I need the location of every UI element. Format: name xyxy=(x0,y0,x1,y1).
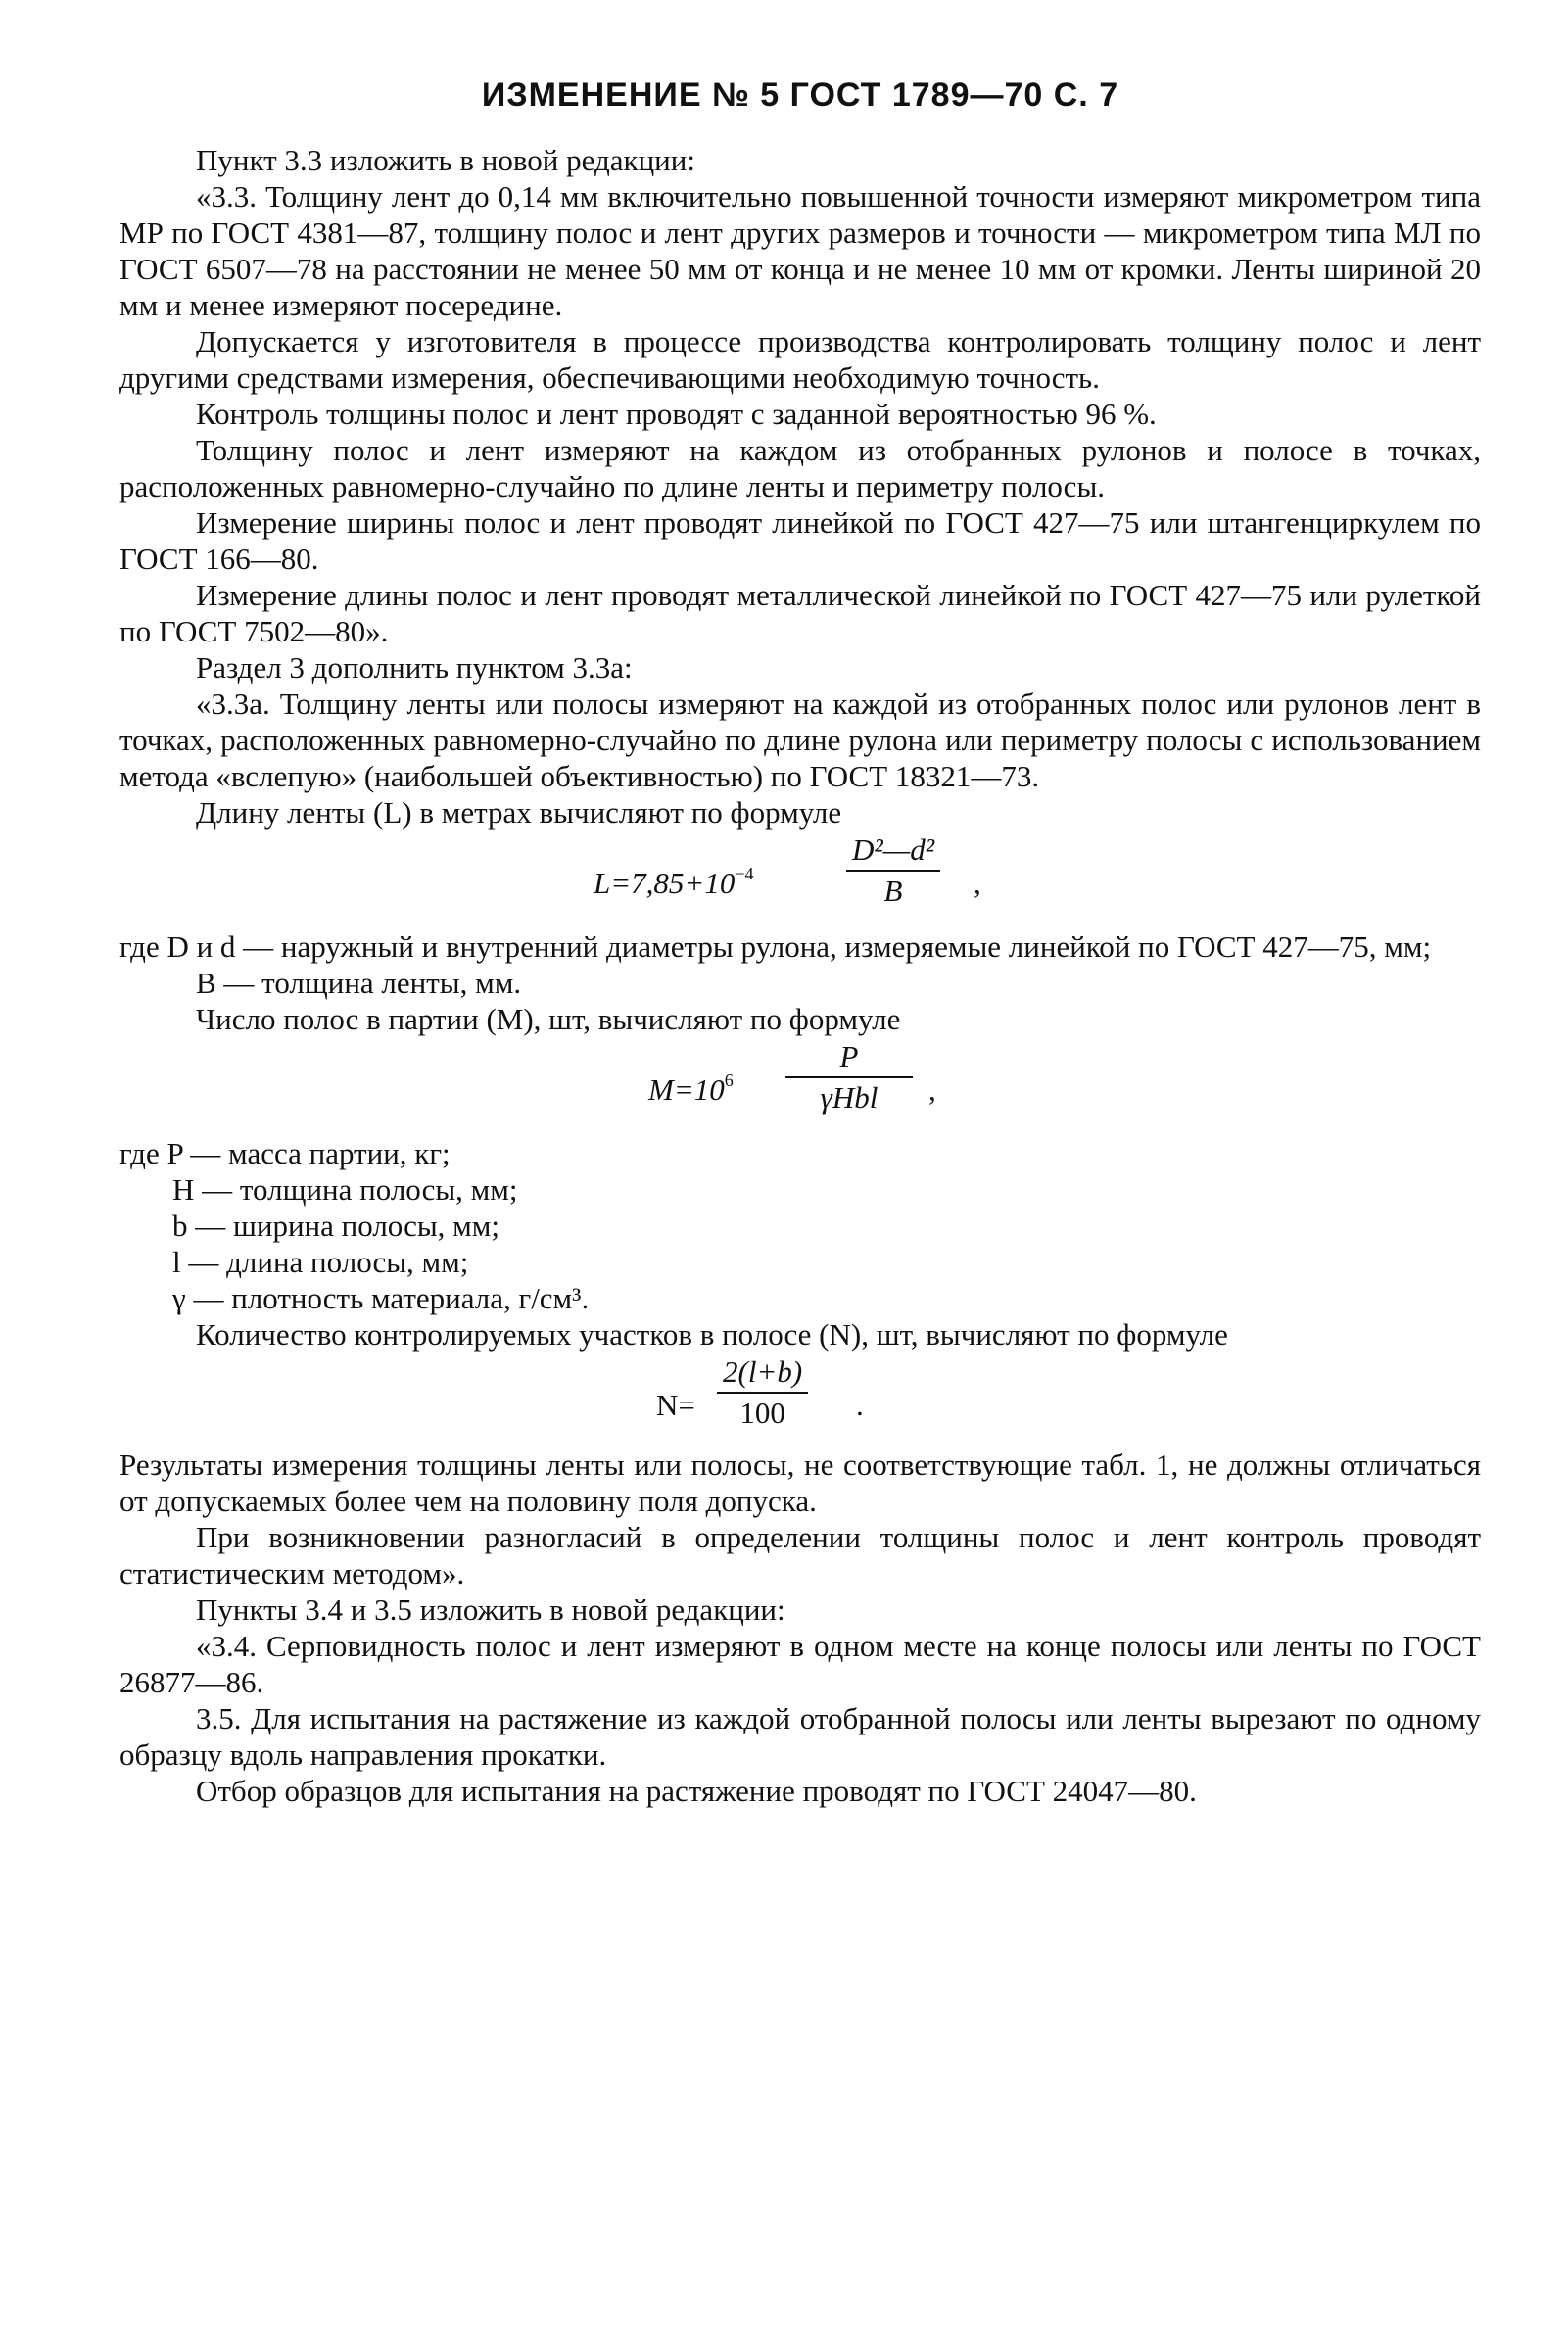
legend-item: b — ширина полосы, мм; xyxy=(172,1209,500,1243)
paragraph: B — толщина ленты, мм. xyxy=(196,966,522,1000)
document-page xyxy=(119,76,1481,1809)
fraction-numerator: 2(l+b) xyxy=(723,1354,803,1389)
paragraph: «3.3а. Толщину ленты или полосы измеряют на каждой из отобранных полос или рулонов лент в точках, расположенных равномерно-случайно по длине рулона или периметру полосы с использованием метода «вслепую» (наибольшей объективностью) по ГОСТ 18321—73. xyxy=(119,687,1481,793)
paragraph: «3.4. Серповидность полос и лент измеряют в одном месте на конце полосы или ленты по ГОСТ 26877—86. xyxy=(119,1629,1481,1699)
fraction-denominator: γHbl xyxy=(820,1080,879,1115)
paragraph: Измерение ширины полос и лент проводят линейкой по ГОСТ 427—75 или штангенциркулем по ГОСТ 166—80. xyxy=(119,505,1481,576)
paragraph: Результаты измерения толщины ленты или полосы, не соответствующие табл. 1, не должны отличаться от допускаемых более чем на половину поля допуска. xyxy=(119,1448,1481,1518)
legend-list xyxy=(119,1135,1481,1316)
formula-lhs: N= xyxy=(656,1388,695,1422)
formula-punct: . xyxy=(856,1388,864,1422)
formula-length xyxy=(119,831,1481,928)
paragraph: 3.5. Для испытания на растяжение из каждой отобранной полосы или ленты вырезают по одному образцу вдоль направления прокатки. xyxy=(119,1701,1481,1772)
paragraph: Контроль толщины полос и лент проводят с заданной вероятностью 96 %. xyxy=(196,397,1157,431)
legend-item: l — длина полосы, мм; xyxy=(172,1245,469,1279)
formula-lhs: $L=7,85+10^{-4}$ xyxy=(594,864,754,900)
legend-item: γ — плотность материала, г/см³. xyxy=(172,1281,590,1315)
paragraph: «3.3. Толщину лент до 0,14 мм включительно повышенной точности измеряют микрометром типа МР по ГОСТ 4381—87, толщину полос и лент других размеров и точности — микрометром типа МЛ по ГОСТ 6507—78 на расстоянии не менее 50 мм от конца и не менее 10 мм от кромки. Ленты шириной 20 мм и менее измеряют посередине. xyxy=(119,179,1481,322)
paragraph: Пункт 3.3 изложить в новой редакции: xyxy=(196,143,695,177)
legend-item: H — толщина полосы, мм; xyxy=(172,1172,518,1207)
legend-item: где P — масса партии, кг; xyxy=(119,1136,451,1170)
fraction-numerator: P xyxy=(839,1039,859,1073)
formula-fraction xyxy=(846,832,940,909)
paragraph: Измерение длины полос и лент проводят металлической линейкой по ГОСТ 427—75 или рулеткой по ГОСТ 7502—80». xyxy=(119,578,1481,648)
formula-count xyxy=(119,1037,1481,1135)
fraction-denominator: 100 xyxy=(739,1396,785,1430)
paragraph: Толщину полос и лент измеряют на каждом из отобранных рулонов и полосе в точках, расположенных равномерно-случайно по длине ленты и периметру полосы. xyxy=(119,433,1481,503)
formula-fraction xyxy=(717,1354,808,1431)
paragraph: Пункты 3.4 и 3.5 изложить в новой редакции: xyxy=(196,1592,785,1627)
formula-fraction xyxy=(785,1039,913,1116)
paragraph: Раздел 3 дополнить пунктом 3.3а: xyxy=(196,650,633,685)
formula-punct: , xyxy=(974,866,981,900)
formula-sections xyxy=(119,1353,1481,1447)
paragraph: Число полос в партии (M), шт, вычисляют по формуле xyxy=(196,1002,901,1036)
formula-lhs: $M=10^6$ xyxy=(648,1070,734,1107)
paragraph: При возникновении разногласий в определении толщины полос и лент контроль проводят статистическим методом». xyxy=(119,1520,1481,1591)
fraction-denominator: B xyxy=(883,874,903,908)
paragraph: Отбор образцов для испытания на растяжение проводят по ГОСТ 24047—80. xyxy=(196,1774,1197,1808)
fraction-numerator: D²—d² xyxy=(852,832,935,867)
page-header: ИЗМЕНЕНИЕ № 5 ГОСТ 1789—70 С. 7 xyxy=(481,76,1119,114)
paragraph: Длину ленты (L) в метрах вычисляют по формуле xyxy=(196,795,842,830)
paragraph: Количество контролируемых участков в полосе (N), шт, вычисляют по формуле xyxy=(196,1317,1228,1352)
paragraph: Допускается у изготовителя в процессе производства контролировать толщину полос и лент другими средствами измерения, обеспечивающими необходимую точность. xyxy=(119,324,1481,395)
formula-punct: , xyxy=(928,1072,936,1107)
paragraph: где D и d — наружный и внутренний диаметры рулона, измеряемые линейкой по ГОСТ 427—75, мм; xyxy=(119,929,1432,964)
